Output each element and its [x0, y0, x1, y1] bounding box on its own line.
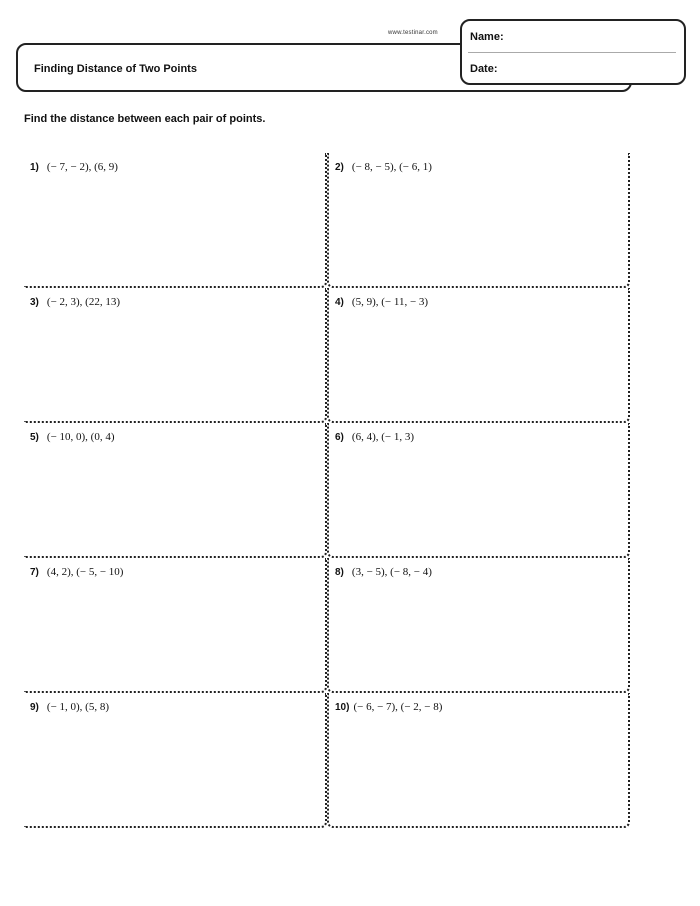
- problem-number: 1): [30, 162, 39, 173]
- problem-points: (− 2, 3), (22, 13): [46, 296, 121, 308]
- problem-cell-10: [327, 693, 630, 828]
- problem-cell-8: [327, 558, 630, 693]
- instructions: Find the distance between each pair of points.: [24, 113, 266, 125]
- problem-points: (− 1, 0), (5, 8): [46, 701, 110, 713]
- date-label: Date:: [470, 63, 498, 75]
- problem-points: (− 6, − 7), (− 2, − 8): [353, 701, 443, 713]
- problem-points: (4, 2), (− 5, − 10): [46, 566, 124, 578]
- problem-cell-2: [327, 153, 630, 288]
- problem-cell-5: [24, 423, 327, 558]
- problem-number: 6): [335, 432, 344, 443]
- problem-cell-9: [24, 693, 327, 828]
- problem-points: (− 8, − 5), (− 6, 1): [351, 161, 432, 173]
- problem-points: (6, 4), (− 1, 3): [351, 431, 415, 443]
- site-url: www.testinar.com: [388, 30, 438, 36]
- problem-cell-4: [327, 288, 630, 423]
- problem-points: (5, 9), (− 11, − 3): [351, 296, 429, 308]
- problem-number: 3): [30, 297, 39, 308]
- problem-number: 7): [30, 567, 39, 578]
- problem-number: 10): [335, 702, 350, 713]
- problem-number: 4): [335, 297, 344, 308]
- problem-cell-1: [24, 153, 327, 288]
- problem-cell-3: [24, 288, 327, 423]
- name-label: Name:: [470, 31, 504, 43]
- problem-points: (3, − 5), (− 8, − 4): [351, 566, 432, 578]
- problem-cell-7: [24, 558, 327, 693]
- problem-points: (− 10, 0), (0, 4): [46, 431, 115, 443]
- worksheet-title: Finding Distance of Two Points: [34, 63, 197, 75]
- name-divider: [468, 52, 676, 53]
- problem-number: 8): [335, 567, 344, 578]
- problem-number: 5): [30, 432, 39, 443]
- problem-cell-6: [327, 423, 630, 558]
- problem-points: (− 7, − 2), (6, 9): [46, 161, 118, 173]
- problem-number: 2): [335, 162, 344, 173]
- problem-number: 9): [30, 702, 39, 713]
